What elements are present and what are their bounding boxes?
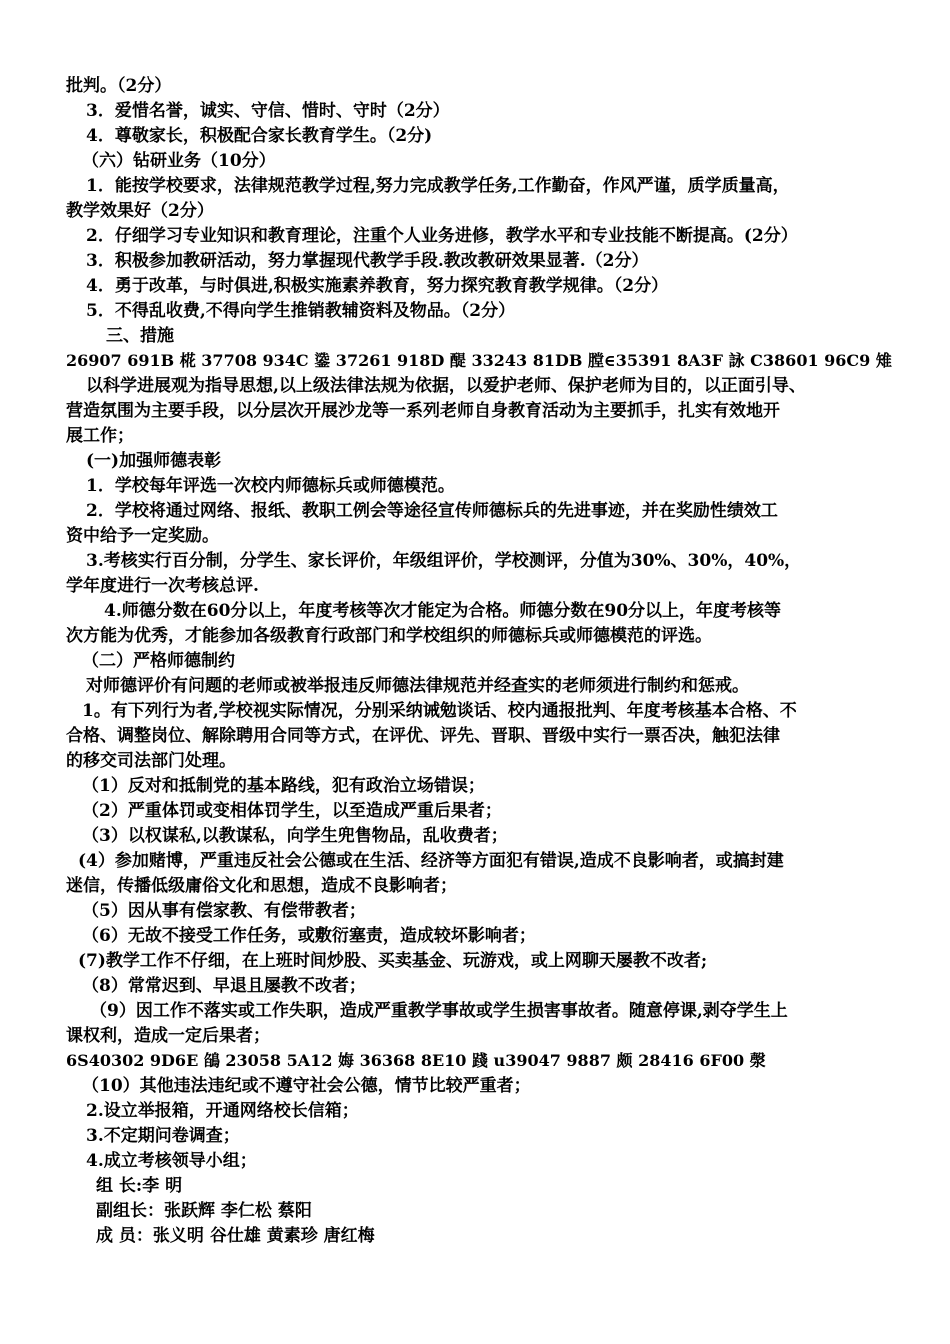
team-members-line: 成 员：张义明 谷仕雄 黄素珍 唐红梅 [96, 1226, 375, 1246]
text-line: 2．仔细学习专业知识和教育理论，注重个人业务进修，教学水平和专业技能不断提高。(2分） [86, 226, 798, 246]
text-line: 3.考核实行百分制，分学生、家长评价，年级组评价，学校测评，分值为30%、30%，40%， [86, 551, 802, 571]
section-heading: 三、措施 [106, 326, 174, 346]
text-line: 展工作； [66, 426, 134, 446]
text-line: 课权利，造成一定后果者； [66, 1026, 270, 1046]
text-line: 营造氛围为主要手段，以分层次开展沙龙等一系列老师自身教育活动为主要抓手，扎实有效地开 [66, 401, 780, 421]
text-line: 1．学校每年评选一次校内师德标兵或师德模范。 [86, 476, 455, 496]
section-heading: (一)加强师德表彰 [86, 451, 222, 471]
team-leader-line: 组 长:李 明 [96, 1176, 183, 1196]
text-line: 3．爱惜名誉，诚实、守信、惜时、守时（2分） [86, 101, 450, 121]
text-line: （10）其他违法违纪或不遵守社会公德，情节比较严重者； [82, 1076, 531, 1096]
text-line: （1）反对和抵制党的基本路线，犯有政治立场错误； [82, 776, 485, 796]
garbled-code-line: 26907 691B 椛 37708 934C 鍌 37261 918D 醍 33243 81DB 膛∈35391 8A3F 詠 C38601 96C9 雉 [66, 351, 892, 370]
text-line: 2.设立举报箱，开通网络校长信箱； [86, 1101, 359, 1121]
text-line: (4）参加赌博，严重违反社会公德或在生活、经济等方面犯有错误,造成不良影响者，或搞封建 [78, 851, 784, 871]
text-line: 4．勇于改革，与时俱进,积极实施素养教育，努力探究教育教学规律。（2分） [86, 276, 669, 296]
text-line: 3.不定期问卷调查； [86, 1126, 240, 1146]
text-line: （5）因从事有偿家教、有偿带教者； [82, 901, 366, 921]
section-heading: （二）严格师德制约 [82, 651, 235, 671]
text-line: 2．学校将通过网络、报纸、教职工例会等途径宣传师德标兵的先进事迹，并在奖励性绩效工 [86, 501, 778, 521]
text-line: （2）严重体罚或变相体罚学生，以至造成严重后果者； [82, 801, 502, 821]
text-line: 次方能为优秀，才能参加各级教育行政部门和学校组织的师德标兵或师德模范的评选。 [66, 626, 712, 646]
garbled-code-line: 6S40302 9D6E 鵮 23058 5A12 娒 36368 8E10 踐 u39047 9887 颇 28416 6F00 漀 [66, 1051, 766, 1070]
section-heading: （六）钻研业务（10分） [82, 151, 276, 171]
text-line: 1．能按学校要求，法律规范教学过程,努力完成教学任务,工作勤奋，作风严谨，质学质量高， [86, 176, 790, 196]
text-line: （9）因工作不落实或工作失职，造成严重教学事故或学生损害事故者。随意停课,剥夺学生上 [90, 1001, 788, 1021]
text-line: 的移交司法部门处理。 [66, 751, 236, 771]
text-line: 对师德评价有问题的老师或被举报违反师德法律规范并经查实的老师须进行制约和惩戒。 [86, 676, 749, 696]
text-line: （6）无故不接受工作任务，或敷衍塞责，造成较坏影响者； [82, 926, 536, 946]
text-line: 迷信，传播低级庸俗文化和思想，造成不良影响者； [66, 876, 457, 896]
text-line: 合格、调整岗位、解除聘用合同等方式，在评优、评先、晋职、晋级中实行一票否决，触犯法律 [66, 726, 780, 746]
text-line: 批判。（2分） [66, 76, 172, 96]
text-line: 4.成立考核领导小组； [86, 1151, 257, 1171]
team-deputy-line: 副组长：张跃辉 李仁松 蔡阳 [96, 1201, 312, 1221]
text-line: 4.师德分数在60分以上，年度考核等次才能定为合格。师德分数在90分以上，年度考核等 [104, 601, 782, 621]
text-line: 资中给予一定奖励。 [66, 526, 219, 546]
text-line: （3）以权谋私,以教谋私，向学生兜售物品，乱收费者； [82, 826, 508, 846]
text-line: （8）常常迟到、早退且屡教不改者； [82, 976, 366, 996]
text-line: (7)教学工作不仔细，在上班时间炒股、买卖基金、玩游戏，或上网聊天屡教不改者; [78, 951, 708, 971]
text-line: 5．不得乱收费,不得向学生推销教辅资料及物品。（2分） [86, 301, 516, 321]
text-line: 4．尊敬家长，积极配合家长教育学生。（2分) [86, 126, 433, 146]
text-line: 教学效果好（2分） [66, 201, 214, 221]
text-line: 以科学进展观为指导思想,以上级法律法规为依据，以爱护老师、保护老师为目的，以正面引导、 [86, 376, 806, 396]
text-line: 学年度进行一次考核总评. [66, 576, 259, 596]
text-line: 3．积极参加教研活动，努力掌握现代教学手段.教改教研效果显著.（2分） [86, 251, 649, 271]
text-line: 1。有下列行为者,学校视实际情况，分别采纳诫勉谈话、校内通报批判、年度考核基本合格、不 [82, 701, 797, 721]
